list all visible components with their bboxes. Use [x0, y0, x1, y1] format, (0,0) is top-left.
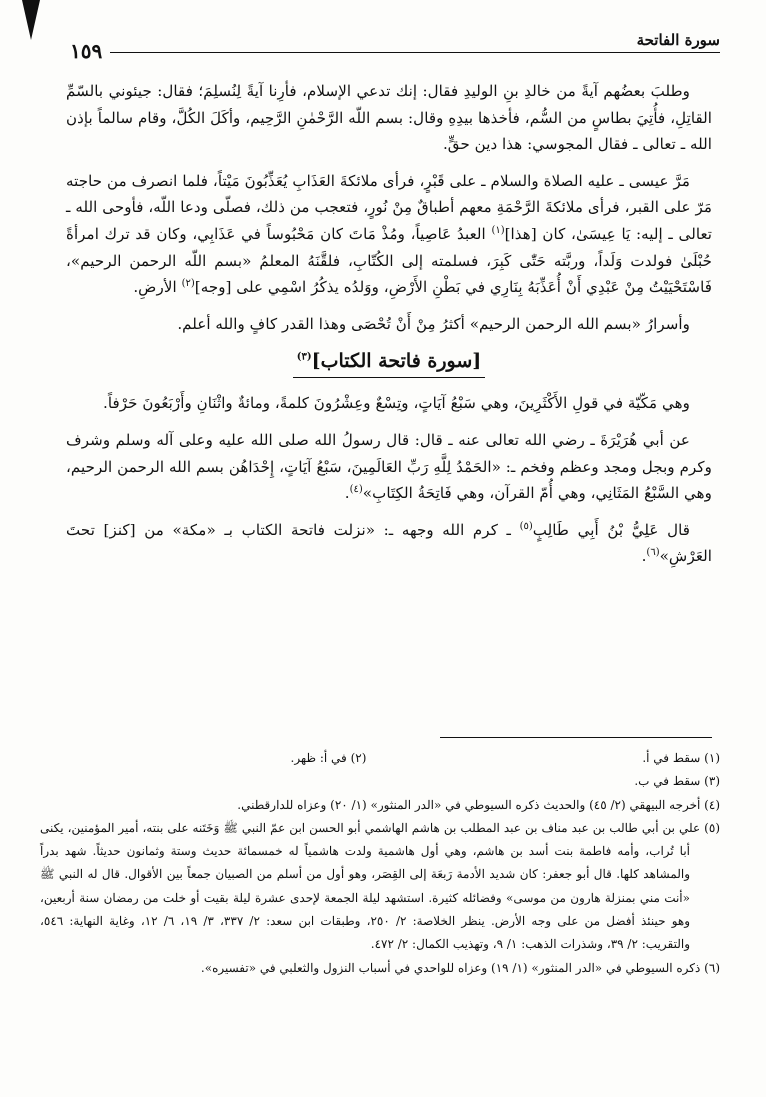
- footnote-ref-3[interactable]: (٣): [296, 352, 312, 364]
- running-header: [70, 24, 720, 63]
- paragraph-abu-hurayra-part2: .: [344, 484, 350, 503]
- paragraph-ali-part1: قال عَلِيُّ بْنُ أَبِي طَالِبٍ: [532, 520, 690, 539]
- paragraph-isa: [66, 168, 712, 301]
- section-heading-wrap: [66, 347, 712, 378]
- paragraph-ali-part2: ـ كرم الله وجهه ـ: «نزلت فاتحة الكتاب بـ «مكة» من [كنز] تحتَ العَرْشِ»: [66, 520, 712, 566]
- paragraph-isa-part2: العبدُ عَاصِياً، ومُذْ مَاتَ كان مَحْبُوساً في عَذَابِي، وكان قد ترك امرأةً حُبْلَىٰ فولدت وَلَداً، وربَّته حَتّٰى كَبِرَ، فسلمته إلى الكُتّابِ، فلقَّنَهُ المعلمُ «بسم اللّه الرحمن الرحيم»، فَاسْتَحْيَيْتُ مِنْ عَبْدِي أَنْ أُعَذِّبَهُ بِنَارِي في بَطْنِ الأَرْضِ، ووَلدُه يذكُرُ اسْمِي على [وجه]: [66, 224, 712, 297]
- paragraph-abu-hurayra: [66, 427, 712, 507]
- paragraph-abu-hurayra-part1: عن أبي هُرَيْرَةَ ـ رضي الله تعالى عنه ـ قال: قال رسولُ الله صلى الله عليه وعلى آله وسلم وشرف وكرم وبجل ومجد وعظم وفخم ـ: «الحَمْدُ لِلَّهِ رَبِّ العَالَمِينَ، سَبْعُ آيَاتٍ، إِحْدَاهُن بسم الله الرحمن الرحيم، وهي السَّبْعُ المَثَانِي، وهي أُمّ القرآن، وهي فَاتِحَةُ الكِتَابِ»: [66, 430, 712, 503]
- footnote-divider: [440, 737, 712, 738]
- footnote-4: (٤) أخرجه البيهقي (٢/ ٤٥) والحديث ذكره السيوطي في «الدر المنثور» (١/ ٢٠) وعزاه للدارقطني.: [237, 797, 720, 812]
- paragraph-ali: [66, 517, 712, 570]
- footnote-2: (٢) في أ: ظهر.: [290, 751, 367, 765]
- corner-marker-icon: [22, 0, 40, 40]
- footnote-3: (٣) سقط في ب.: [634, 774, 720, 789]
- footnote-6: (٦) ذكره السيوطي في «الدر المنثور» (١/ ١٩) وعزاه للواحدي في أسباب النزول والثعلبي في «تفسيره».: [200, 960, 720, 975]
- header-title: سورة الفاتحة: [636, 31, 720, 49]
- footnote-ref-4[interactable]: (٤): [349, 484, 363, 496]
- footnote-ref-5[interactable]: (٥): [519, 520, 533, 532]
- footnote-ref-2[interactable]: (٢): [181, 278, 195, 290]
- footnote-5: (٥) علي بن أبي طالب بن عبد مناف بن عبد المطلب بن هاشم الهاشمي أبو الحسن ابن عمّ النبي ﷺ وَخَتَنه على بنته، أمير المؤمنين، يكنى أبا تُراب، وأمه فاطمة بنت أسد بن هاشم، وهي أول هاشمية ولدت هاشمياً له خمسمائة حديث وستة وثمانون حديثاً. شهد بدراً والمشاهد كلها. قال أبو جعفر: كان شديد الأدمة رَبعَة إلى القِصَر، وهو أول من أسلم من الصبيان جمعاً بين الأقوال. قال له النبي ﷺ «أنت مني بمنزلة هارون من موسى» وفضائله كثيرة. استشهد ليلة الجمعة لإحدى عشرة ليلة بقيت أو خلت من رمضان سنة أربعين، وهو حينئذ أفضل من على وجه الأرض. ينظر الخلاصة: ٢/ ٢٥٠، وطبقات ابن سعد: ٢/ ٣٣٧، ٣/ ١٩، ٦/ ١٢، وغاية النهاية: ٥٤٦، والتقريب: ٢/ ٣٩، وشذرات الذهب: ١/ ٩، وتهذيب الكمال: ٢/ ٤٧٢.: [40, 820, 720, 952]
- footnote-ref-1[interactable]: (١): [491, 224, 505, 236]
- footnote-row-1-2: [40, 747, 720, 770]
- footnotes: [40, 747, 720, 980]
- section-heading-text: [سورة فاتحة الكتاب]: [311, 350, 482, 373]
- section-heading: [293, 347, 486, 378]
- footnote-1: (١) سقط في أ.: [642, 751, 720, 765]
- paragraph-ali-part3: .: [641, 547, 647, 566]
- main-text: [66, 78, 712, 580]
- footnote-ref-6[interactable]: (٦): [646, 547, 660, 559]
- paragraph-makkiyya: وهي مَكّيّة في قولِ الأَكْثَرِينَ، وهي سَبْعُ آيَاتٍ، وتِسْعٌ وعِشْرُونَ كلمةً، ومائةٌ واثْنَانِ وأَرْبَعُونَ حَرْفاً.: [103, 394, 690, 413]
- paragraph-asrar: وأسرارُ «بسم الله الرحمن الرحيم» أكثرُ مِنْ أَنْ تُحْصَى وهذا القدر كافٍ والله أعلم.: [177, 314, 690, 333]
- paragraph-isa-part3: الأرضِ.: [133, 278, 182, 297]
- paragraph-isa-part1: مَرَّ عيسى ـ عليه الصلاة والسلام ـ على قَبْرٍ، فرأى ملائكةَ العَذَابِ يُعَذِّبُونَ مَيْتاً، فلما انصرف من حاجته مَرّ على القبر، فرأى ملائكةَ الرَّحْمَةِ معهم أطباقٌ مِنْ نُورٍ، فتعجب من ذلك، فصلّى ودعا اللّه، فأوحى الله ـ تعالى ـ إليه: يَا عِيسَىٰ، كان [هذا]: [66, 171, 712, 243]
- paragraph-khalid: وطلبَ بعضُهم آيةً من خالدِ بنِ الوليدِ فقال: إنك تدعي الإسلام، فأرِنا آيةً لِنُسلِمَ؛ فقال: جيئوني بالسّمِّ القاتِلِ، فأُتِيَ بطاسٍ من السُّم، فأخذها بيدِهِ وقال: بسم اللّه الرَّحْمٰنِ الرَّحِيم، وأكَلَ الكُلَّ، وقام سالماً بإذن الله ـ تعالى ـ فقال المجوسي: هذا دين حقٍّ.: [66, 82, 712, 154]
- page-number: ١٥٩: [70, 39, 110, 64]
